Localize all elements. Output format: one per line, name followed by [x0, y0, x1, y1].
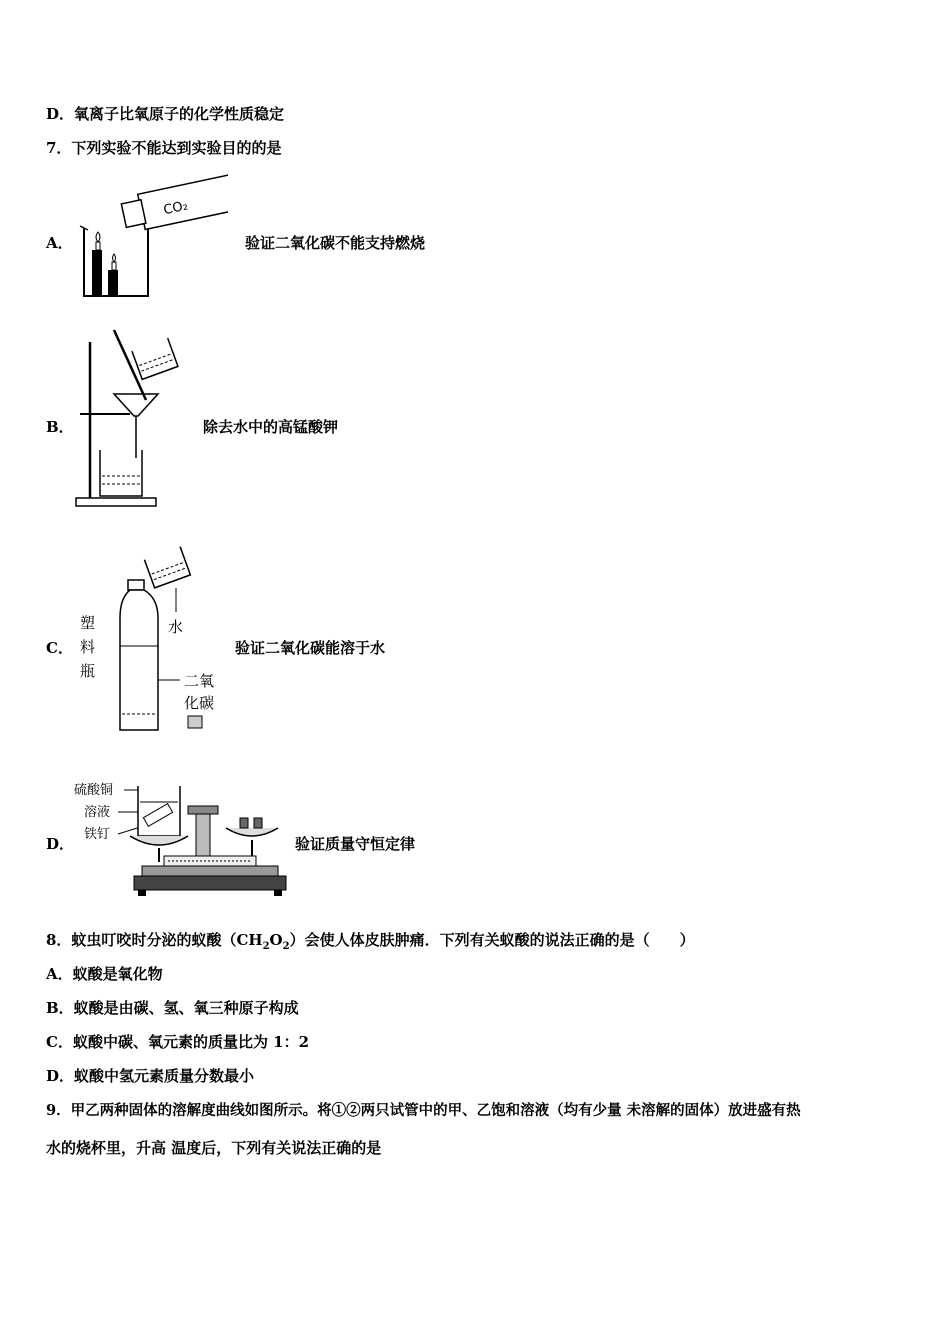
- q7-option-b-figure: [70, 328, 200, 513]
- bottle-label-1: 塑: [80, 614, 96, 632]
- q9-stem-line1: 9．甲乙两种固体的溶解度曲线如图所示。将①②两只试管中的甲、乙饱和溶液（均有少量 未溶解的固体）放进盛有热: [46, 1102, 801, 1119]
- q8-stem-mid: O: [269, 931, 283, 949]
- q7-option-d-figure: [72, 778, 292, 902]
- co2-label-2: 化碳: [184, 694, 215, 712]
- q7-option-d-letter: D．: [46, 835, 75, 853]
- bottle-label-3: 瓶: [80, 662, 96, 680]
- q7-option-c-letter: C．: [46, 639, 73, 657]
- co2-label: CO₂: [162, 198, 190, 219]
- q7-option-b-letter: B．: [46, 418, 74, 436]
- label-cuso4: 硫酸铜: [74, 783, 114, 798]
- q9-stem-line2: 水的烧杯里，升高 温度后，下列有关说法正确的是: [46, 1139, 382, 1157]
- q8-option-d: D．蚁酸中氢元素质量分数最小: [46, 1067, 255, 1085]
- q7-stem: 7．下列实验不能达到实验目的的是: [46, 139, 282, 157]
- label-solution: 溶液: [84, 805, 111, 820]
- q7-option-c-figure: [76, 546, 228, 736]
- q7-option-a-letter: A．: [46, 234, 73, 252]
- q8-stem-pre: 8．蚊虫叮咬时分泌的蚁酸（CH: [46, 931, 263, 949]
- q7-option-b-text: 除去水中的高锰酸钾: [203, 418, 339, 436]
- water-label: 水: [168, 618, 184, 636]
- q8-option-a: A．蚁酸是氧化物: [46, 965, 163, 983]
- q8-sub-1: 2: [262, 941, 270, 952]
- q7-option-a-text: 验证二氧化碳不能支持燃烧: [245, 234, 426, 252]
- q7-option-a-figure: [78, 170, 228, 300]
- q8-option-c: C．蚁酸中碳、氧元素的质量比为 1：2: [46, 1033, 310, 1051]
- q7-option-d-text: 验证质量守恒定律: [295, 835, 416, 853]
- q8-sub-2: 2: [282, 941, 290, 952]
- q7-option-c-text: 验证二氧化碳能溶于水: [235, 639, 386, 657]
- prev-option-d: D．氧离子比氧原子的化学性质稳定: [46, 105, 285, 123]
- q8-option-b: B．蚁酸是由碳、氢、氧三种原子构成: [46, 999, 299, 1017]
- q8-stem: [46, 929, 695, 952]
- label-nail: 铁钉: [84, 827, 111, 842]
- q8-stem-post: ）会使人体皮肤肿痛．下列有关蚁酸的说法正确的是（ ）: [289, 931, 695, 949]
- co2-label-1: 二氧: [184, 672, 215, 690]
- bottle-label-2: 料: [80, 638, 96, 656]
